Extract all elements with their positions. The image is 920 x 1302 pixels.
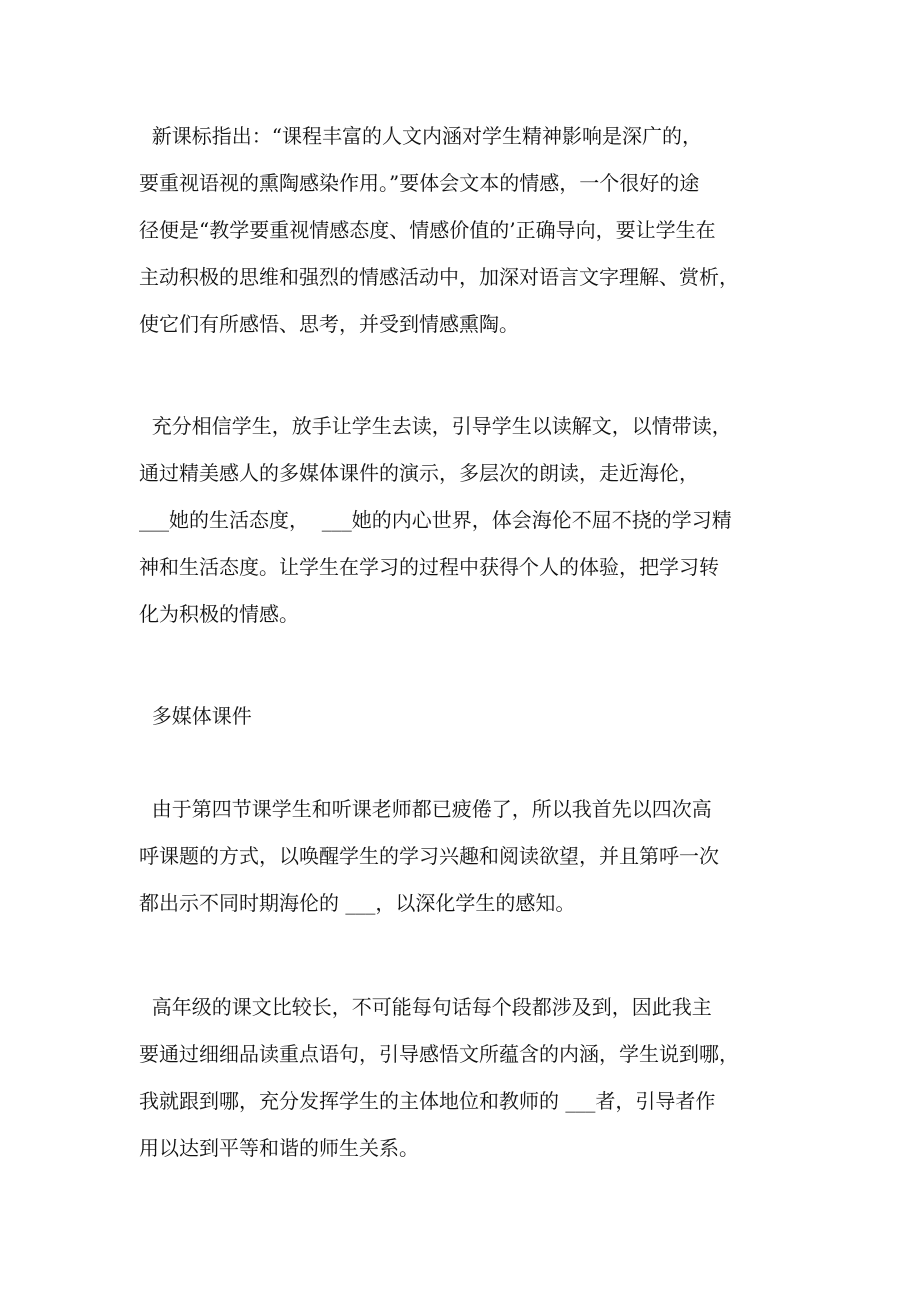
section-heading-multimedia [139,693,784,740]
text-line: 使它们有所感悟、思考，并受到情感熏陶。 [139,312,519,336]
paragraph-fourth-period [139,786,784,927]
text-line: 通过精美感人的多媒体课件的演示，多层次的朗读，走近海伦， [139,461,699,485]
text-line: 用以达到平等和谐的师生关系。 [139,1136,419,1160]
text-line: 高年级的课文比较长，不可能每句话每个段都涉及到，因此我主 [139,995,712,1019]
text-line: 要重视语视的熏陶感染作用。”要体会文本的情感，一个很好的途 [139,171,700,195]
text-line: 径便是“教学要重视情感态度、情感价值的’正确导向，要让学生在 [139,218,716,242]
text-line: 要通过细细品读重点语句，引导感悟文所蕴含的内涵，学生说到哪， [139,1042,739,1066]
text-line: 由于第四节课学生和听课老师都已疲倦了，所以我首先以四次高 [139,797,712,821]
text-line: 化为积极的情感。 [139,602,299,626]
text-line: 充分相信学生，放手让学生去读，引导学生以读解文，以情带读， [139,414,732,438]
paragraph-senior-grade-text [139,984,784,1172]
paragraph-curriculum-standard [139,113,784,348]
paragraph-trust-students [139,403,784,638]
text-line: 神和生活态度。让学生在学习的过程中获得个人的体验，把学习转 [139,555,719,579]
text-line: 我就跟到哪，充分发挥学生的主体地位和教师的 ___者，引导者作 [139,1089,716,1113]
text-line: 新课标指出：“课程丰富的人文内涵对学生精神影响是深广的， [139,124,702,148]
text-line: 呼课题的方式，以唤醒学生的学习兴趣和阅读欲望，并且第呼一次 [139,844,719,868]
text-line: 都出示不同时期海伦的 ___，以深化学生的感知。 [139,891,576,915]
text-line: 主动积极的思维和强烈的情感活动中，加深对语言文字理解、赏析， [139,265,739,289]
text-line: ___她的生活态度， ___她的内心世界，体会海伦不屈不挠的学习精 [139,508,732,532]
text-line: 多媒体课件 [139,704,252,728]
